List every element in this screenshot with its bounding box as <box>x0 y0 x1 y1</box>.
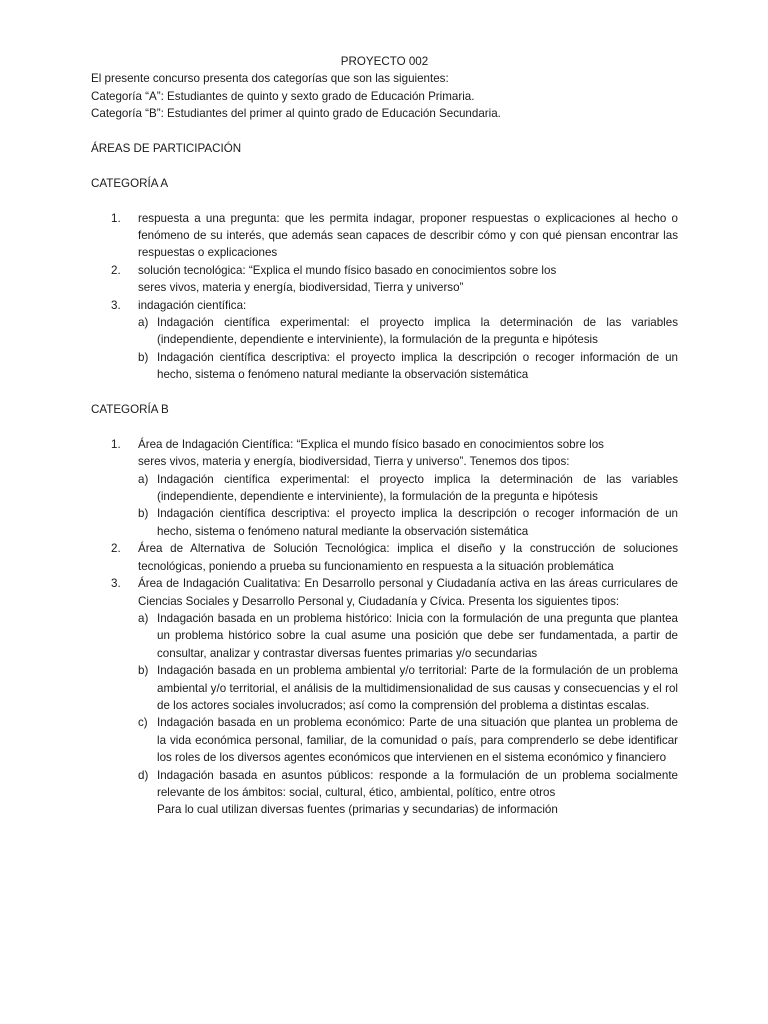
list-marker: 1. <box>111 211 121 225</box>
sub-list-marker: b) <box>138 664 149 678</box>
sub-list-marker: b) <box>138 507 149 521</box>
sub-list-marker: a) <box>138 472 149 486</box>
sub-list-item <box>138 505 678 540</box>
sub-list-item <box>138 714 678 766</box>
sub-list-item <box>138 767 678 819</box>
list-item <box>91 210 678 262</box>
sub-list-item <box>138 471 678 506</box>
sub-list-item-text: Indagación científica descriptiva: el proyecto implica la descripción o recoger información de un hecho, sistema o fenómeno natural mediante la observación sistemática <box>157 350 678 382</box>
list-marker: 3. <box>111 298 121 312</box>
sub-list-marker: d) <box>138 768 149 782</box>
list-marker: 2. <box>111 263 121 277</box>
intro-line-categoria-a: Categoría “A”: Estudiantes de quinto y sexto grado de Educación Primaria. <box>91 89 475 103</box>
sub-list <box>138 610 678 819</box>
list-item-text: seres vivos, materia y energía, biodiversidad, Tierra y universo”. Tenemos dos tipos: <box>138 455 570 469</box>
list-marker: 2. <box>111 542 121 556</box>
sub-list-item-text: Indagación científica descriptiva: el proyecto implica la descripción o recoger información de un hecho, sistema o fenómeno natural mediante la observación sistemática <box>157 507 678 538</box>
sub-list-item-text: Indagación basada en un problema histórico: Inicia con la formulación de una pregunta que plantea un problema histórico sobre la cual asume una posición que debe ser fundamentada, a partir de consultar, analizar y contrastar diversas fuentes primarias y/o secundarias <box>157 611 678 660</box>
list-item-text: respuesta a una pregunta: que les permita indagar, proponer respuestas o explicaciones al hecho o fenómeno de su interés, que además sean capaces de describir cómo y con qué piensan encontrar las respuestas o explicaciones <box>138 211 678 260</box>
categoria-a-heading: CATEGORÍA A <box>91 176 169 190</box>
sub-list <box>138 314 678 384</box>
sub-list-item-text: Indagación basada en un problema ambiental y/o territorial: Parte de la formulación de un problema ambiental y/o territorial, el análisis de la multidimensionalidad de sus causas y consecuencias y el rol de los actores sociales involucrados; así como la comprensión del problema a distintas escalas. <box>157 664 678 712</box>
sub-list-item <box>138 662 678 714</box>
list-item-text: indagación científica: <box>138 298 247 312</box>
list-item <box>91 540 678 575</box>
list-item <box>91 436 678 540</box>
categoria-a-list <box>91 210 678 384</box>
sub-list-item <box>138 349 678 384</box>
sub-list-marker: c) <box>138 716 148 730</box>
categoria-b-list <box>91 436 678 819</box>
list-item-text: Área de Alternativa de Solución Tecnológica: implica el diseño y la construcción de soluciones tecnológicas, poniendo a prueba su funcionamiento en respuesta a la situación problemática <box>138 542 678 573</box>
sub-list <box>138 471 678 541</box>
sub-list-marker: b) <box>138 350 149 364</box>
list-item-text: Área de Indagación Científica: “Explica el mundo físico basado en conocimientos sobre los <box>138 437 604 451</box>
intro-line-categoria-b: Categoría “B”: Estudiantes del primer al quinto grado de Educación Secundaria. <box>91 107 501 121</box>
list-marker: 3. <box>111 577 121 591</box>
list-item <box>91 297 678 384</box>
sub-list-item-text: Para lo cual utilizan diversas fuentes (primarias y secundarias) de información <box>157 803 558 817</box>
list-item <box>91 575 678 819</box>
sub-list-item <box>138 314 678 349</box>
intro-line: El presente concurso presenta dos categorías que son las siguientes: <box>91 72 449 86</box>
categoria-b-heading: CATEGORÍA B <box>91 403 169 417</box>
sub-list-marker: a) <box>138 611 149 625</box>
list-marker: 1. <box>111 437 121 451</box>
list-item-text: Área de Indagación Cualitativa: En Desarrollo personal y Ciudadanía activa en las áreas curriculares de Ciencias Sociales y Desarrollo Personal y, Ciudadanía y Cívica. Presenta los siguientes tipos: <box>138 577 678 608</box>
sub-list-item-text: Indagación científica experimental: el proyecto implica la determinación de las variables (independiente, dependiente e interviniente), la formulación de la pregunta e hipótesis <box>157 472 678 504</box>
areas-heading: ÁREAS DE PARTICIPACIÓN <box>91 142 242 156</box>
list-item-text: solución tecnológica: “Explica el mundo físico basado en conocimientos sobre los <box>138 263 557 277</box>
document-title: PROYECTO 002 <box>340 55 429 68</box>
list-item <box>91 262 678 297</box>
sub-list-item-text: Indagación basada en asuntos públicos: responde a la formulación de un problema socialmente relevante de los ámbitos: social, cultural, ético, ambiental, político, entre otros <box>157 768 678 799</box>
sub-list-item-text: Indagación basada en un problema económico: Parte de una situación que plantea un problema de la vida económica personal, familiar, de la comunidad o país, para comprenderlo se debe identificar los roles de los diversos agentes económicos que intervienen en el sistema económico y financiero <box>157 716 678 765</box>
sub-list-item-text: Indagación científica experimental: el proyecto implica la determinación de las variables (independiente, dependiente e interviniente), la formulación de la pregunta e hipótesis <box>157 316 678 347</box>
sub-list-item <box>138 610 678 662</box>
list-item-text: seres vivos, materia y energía, biodiversidad, Tierra y universo” <box>138 281 464 295</box>
sub-list-marker: a) <box>138 316 149 330</box>
